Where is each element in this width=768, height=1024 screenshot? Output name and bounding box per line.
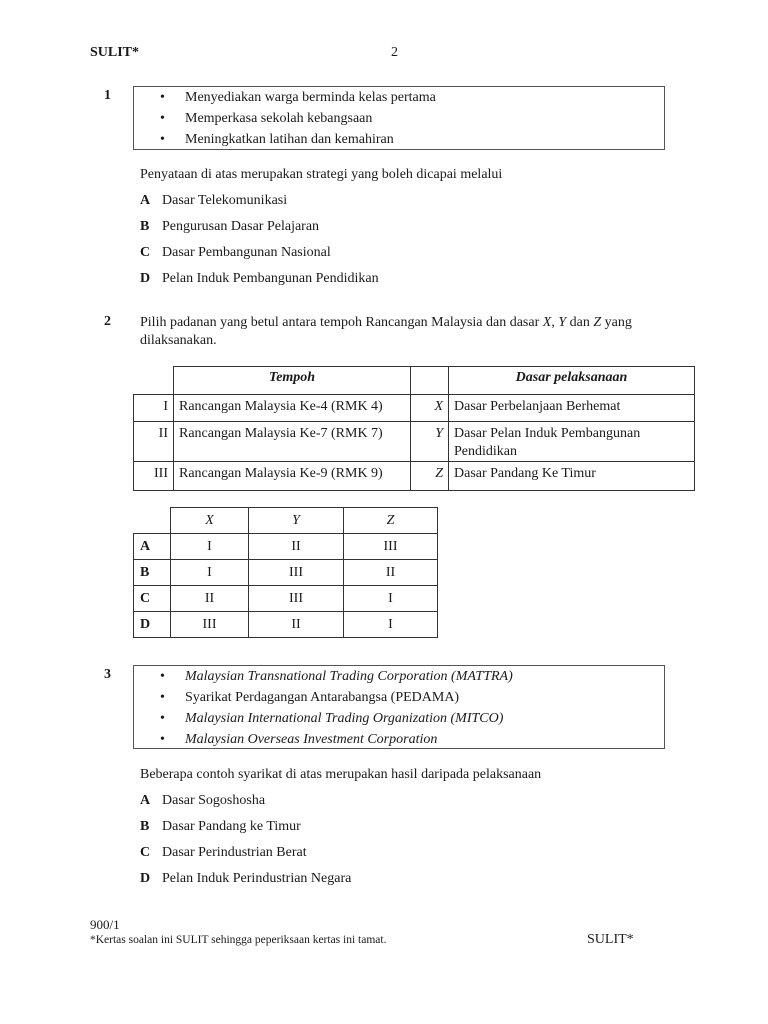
option-letter: C [140,845,151,860]
list-item-text: Malaysian International Trading Organization (MITCO) [185,711,504,726]
list-item [134,666,664,687]
question-3-bullet-list [134,666,664,750]
option-text: Dasar Sogoshosha [162,793,266,808]
grid-header-x: X [171,508,249,534]
option-letter: A [140,193,151,208]
question-2-answer-grid [133,507,438,638]
table-row [134,422,695,462]
bullet-icon: • [160,711,165,726]
grid-row-option-d[interactable] [134,612,438,638]
grid-row-option-a[interactable] [134,534,438,560]
grid-cell: I [344,586,438,612]
question-1-option-a[interactable] [140,193,287,209]
question-3-statement-box [133,665,665,749]
grid-cell: III [344,534,438,560]
header-blank [411,367,449,395]
grid-cell: II [249,534,344,560]
row-tempoh: Rancangan Malaysia Ke-7 (RMK 7) [174,422,411,462]
grid-cell: III [171,612,249,638]
grid-cell: III [249,586,344,612]
option-letter: C [140,245,151,260]
list-item-text: Memperkasa sekolah kebangsaan [185,111,373,126]
bullet-icon: • [160,732,165,747]
row-numeral: II [134,422,174,462]
row-dasar: Dasar Pandang Ke Timur [449,462,695,491]
grid-corner-cell [134,508,171,534]
table-row [134,395,695,422]
header-classification: SULIT* [90,45,140,60]
table-corner-cell [134,367,174,395]
grid-header-row [134,508,438,534]
stem-var-x: X [542,315,552,330]
grid-option-letter: D [134,612,171,638]
stem-var-z: Z [593,315,602,330]
row-tempoh: Rancangan Malaysia Ke-4 (RMK 4) [174,395,411,422]
table-row [134,462,695,491]
option-letter: A [140,793,151,808]
grid-option-letter: C [134,586,171,612]
question-1-option-b[interactable] [140,219,319,235]
grid-header-y: Y [249,508,344,534]
grid-row-option-c[interactable] [134,586,438,612]
grid-row-option-b[interactable] [134,560,438,586]
question-3-option-b[interactable] [140,819,301,835]
stem-text: yang dilaksanakan. [140,315,632,348]
grid-cell: II [344,560,438,586]
option-letter: B [140,219,150,234]
row-dasar: Dasar Perbelanjaan Berhemat [449,395,695,422]
bullet-icon: • [160,690,165,705]
question-3-option-c[interactable] [140,845,307,861]
option-text: Pelan Induk Perindustrian Negara [162,871,352,886]
bullet-icon: • [160,132,165,147]
list-item [134,687,664,708]
option-text: Dasar Telekomunikasi [162,193,288,208]
list-item-text: Menyediakan warga berminda kelas pertama [185,90,436,105]
grid-cell: II [249,612,344,638]
option-letter: D [140,271,151,286]
grid-header-z: Z [344,508,438,534]
question-3-number: 3 [104,667,111,682]
page-number: 2 [391,45,398,60]
footer-confidentiality-note: *Kertas soalan ini SULIT sehingga peperiksaan kertas ini tamat. [90,934,387,946]
list-item [134,129,664,150]
question-2-stem [140,314,680,350]
row-tempoh: Rancangan Malaysia Ke-9 (RMK 9) [174,462,411,491]
header-tempoh: Tempoh [174,367,411,395]
row-dasar: Dasar Pelan Induk Pembangunan Pendidikan [449,422,695,462]
list-item-text: Malaysian Transnational Trading Corporation (MATTRA) [185,669,513,684]
stem-text: Pilih padanan yang betul antara tempoh Rancangan Malaysia dan dasar [140,315,543,330]
footer-paper-code: 900/1 [90,917,120,932]
option-text: Dasar Pembangunan Nasional [162,245,331,260]
grid-option-letter: A [134,534,171,560]
row-numeral: I [134,395,174,422]
question-2-number: 2 [104,314,111,329]
option-text: Pengurusan Dasar Pelajaran [162,219,320,234]
list-item [134,108,664,129]
row-letter: X [411,395,449,422]
question-1-number: 1 [104,88,111,103]
question-2-policy-table [133,366,695,491]
footer-classification: SULIT* [587,932,634,947]
table-header-row [134,367,695,395]
option-text: Pelan Induk Pembangunan Pendidikan [162,271,379,286]
list-item [134,729,664,750]
option-letter: B [140,819,150,834]
bullet-icon: • [160,90,165,105]
question-1-option-c[interactable] [140,245,331,261]
question-3-option-a[interactable] [140,793,265,809]
header-dasar: Dasar pelaksanaan [449,367,695,395]
row-numeral: III [134,462,174,491]
option-text: Dasar Perindustrian Berat [162,845,307,860]
option-letter: D [140,871,151,886]
row-letter: Y [411,422,449,462]
row-letter: Z [411,462,449,491]
bullet-icon: • [160,111,165,126]
bullet-icon: • [160,669,165,684]
stem-text: , [551,315,559,330]
question-1-statement-box [133,86,665,150]
question-1-option-d[interactable] [140,271,379,287]
grid-cell: II [171,586,249,612]
list-item [134,87,664,108]
question-3-stem: Beberapa contoh syarikat di atas merupakan hasil daripada pelaksanaan [140,767,542,782]
list-item [134,708,664,729]
grid-cell: III [249,560,344,586]
question-1-stem: Penyataan di atas merupakan strategi yang boleh dicapai melalui [140,167,503,182]
question-1-bullet-list [134,87,664,150]
grid-cell: I [171,534,249,560]
stem-text: dan [566,315,594,330]
list-item-text: Malaysian Overseas Investment Corporation [185,732,438,747]
grid-cell: I [344,612,438,638]
grid-option-letter: B [134,560,171,586]
option-text: Dasar Pandang ke Timur [162,819,301,834]
stem-var-y: Y [558,315,567,330]
grid-cell: I [171,560,249,586]
list-item-text: Meningkatkan latihan dan kemahiran [185,132,394,147]
question-3-option-d[interactable] [140,871,351,887]
list-item-text: Syarikat Perdagangan Antarabangsa (PEDAMA) [185,690,460,705]
